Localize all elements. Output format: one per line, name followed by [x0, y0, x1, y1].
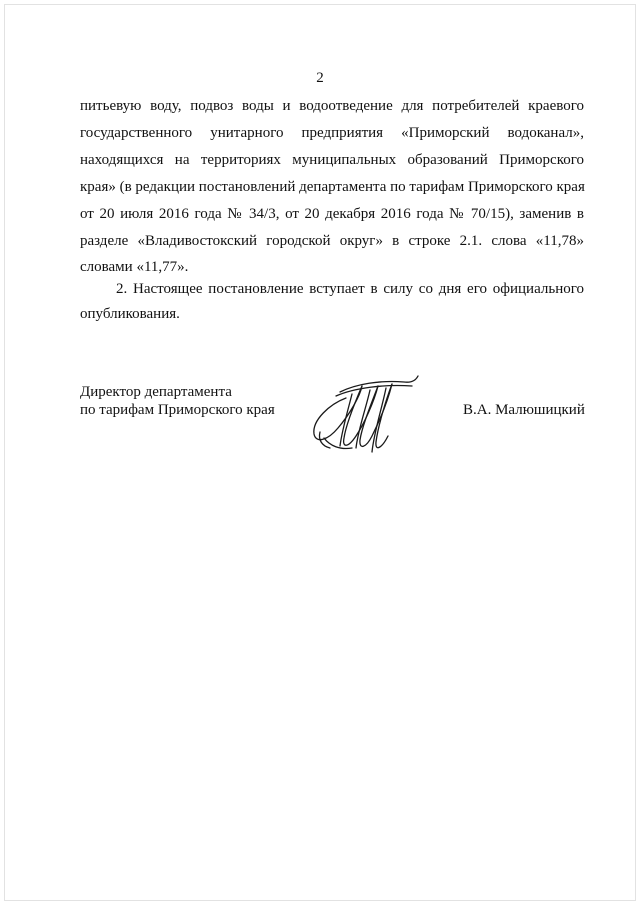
signatory-position-line-2: по тарифам Приморского края	[80, 402, 275, 418]
text-line: опубликования.	[80, 306, 180, 322]
text-line: питьевую воду, подвоз воды и водоотведение для потребителей краевого	[80, 98, 584, 114]
text-line: края» (в редакции постановлений департамента по тарифам Приморского края	[80, 179, 585, 195]
text-line: от 20 июля 2016 года № 34/3, от 20 декабря 2016 года № 70/15), заменив в	[80, 206, 584, 222]
page-number: 2	[316, 70, 324, 86]
handwritten-signature	[300, 368, 430, 468]
text-line: разделе «Владивостокский городской округ» в строке 2.1. слова «11,78»	[80, 233, 584, 249]
signatory-name: В.А. Малюшицкий	[463, 402, 585, 418]
text-line: 2. Настоящее постановление вступает в силу со дня его официального	[116, 281, 584, 297]
text-line: находящихся на территориях муниципальных образований Приморского	[80, 152, 584, 168]
text-line: государственного унитарного предприятия «Приморский водоканал»,	[80, 125, 584, 141]
signatory-position-line-1: Директор департамента	[80, 384, 232, 400]
text-line: словами «11,77».	[80, 259, 189, 275]
